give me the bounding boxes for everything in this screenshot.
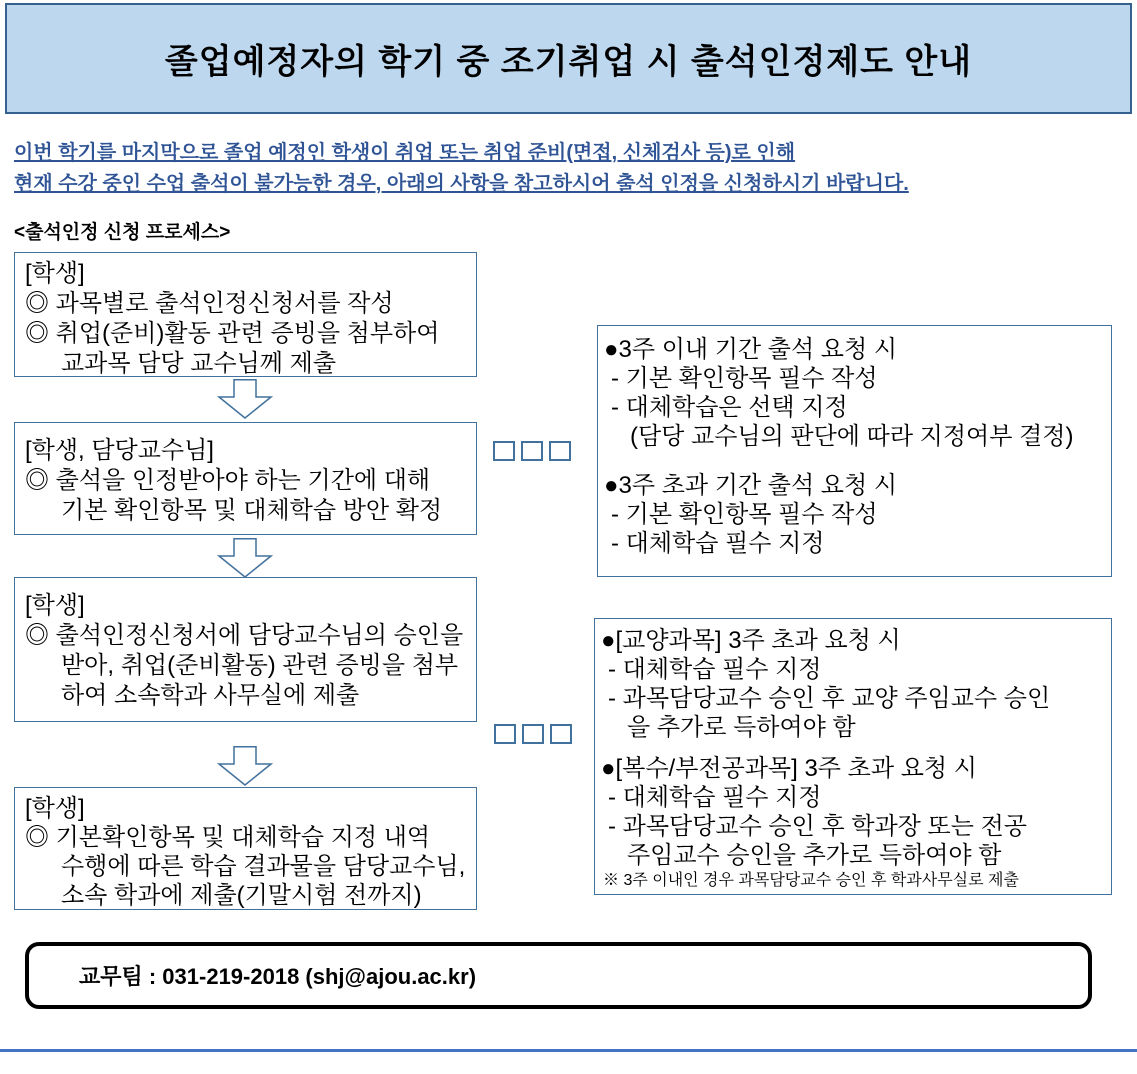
step-line: ◎ 출석인정신청서에 담당교수님의 승인을: [25, 622, 464, 649]
square-icon: [550, 724, 572, 744]
step-line: ◎ 기본확인항목 및 대체학습 지정 내역: [25, 824, 431, 851]
step-line: 하여 소속학과 사무실에 제출: [61, 682, 360, 709]
step-line: 받아, 취업(준비활동) 관련 증빙을 첨부: [61, 652, 459, 679]
bottom-rule: [0, 1049, 1137, 1052]
page-title: 졸업예정자의 학기 중 조기취업 시 출석인정제도 안내: [164, 43, 973, 81]
connector-squares: [493, 441, 577, 461]
step-actor: [학생, 담당교수님]: [25, 437, 214, 464]
contact-box: [25, 942, 1092, 1009]
note-item: 을 추가로 득하여야 함: [627, 714, 856, 741]
side-note-box-1: [597, 325, 1112, 577]
step-line: 교과목 담당 교수님께 제출: [61, 350, 337, 377]
flow-step-4-box: [14, 787, 477, 910]
flow-step-2-box: [14, 422, 477, 535]
step-line: 수행에 따른 학습 결과물을 담당교수님,: [61, 853, 466, 880]
flow-step-3-box: [14, 577, 477, 722]
down-arrow-icon: [217, 379, 273, 419]
note-item: 주임교수 승인을 추가로 득하여야 함: [627, 842, 1002, 869]
step-line: ◎ 과목별로 출석인정신청서를 작성: [25, 290, 394, 317]
step-line: ◎ 출석을 인정받아야 하는 기간에 대해: [25, 467, 431, 494]
intro-line-2: 현재 수강 중인 수업 출석이 불가능한 경우, 아래의 사항을 참고하시어 출석 인정을 신청하시기 바랍니다.: [14, 173, 909, 195]
step-line: 소속 학과에 제출(기말시험 전까지): [61, 882, 422, 909]
note-item: - 대체학습 필수 지정: [611, 530, 825, 557]
square-icon: [549, 441, 571, 461]
square-icon: [494, 724, 516, 744]
note-item: - 과목담당교수 승인 후 학과장 또는 전공: [608, 813, 1027, 840]
step-actor: [학생]: [25, 260, 85, 287]
title-banner: [5, 3, 1132, 114]
down-arrow-icon: [217, 538, 273, 578]
note-item: - 과목담당교수 승인 후 교양 주임교수 승인: [608, 685, 1051, 712]
note-heading: ●[복수/부전공과목] 3주 초과 요청 시: [601, 755, 977, 782]
intro-paragraph: [14, 138, 1114, 200]
side-note-box-2: [594, 618, 1112, 895]
note-item: - 기본 확인항목 필수 작성: [611, 365, 878, 392]
note-item: - 대체학습은 선택 지정: [611, 394, 848, 421]
square-icon: [493, 441, 515, 461]
note-item: - 기본 확인항목 필수 작성: [611, 501, 878, 528]
connector-squares: [494, 724, 578, 744]
note-heading: ●3주 초과 기간 출석 요청 시: [604, 472, 898, 499]
note-footnote: ※ 3주 이내인 경우 과목담당교수 승인 후 학과사무실로 제출: [603, 872, 1019, 889]
square-icon: [522, 724, 544, 744]
step-actor: [학생]: [25, 592, 85, 619]
flow-step-1-box: [14, 252, 477, 377]
step-line: 기본 확인항목 및 대체학습 방안 확정: [61, 497, 443, 524]
note-item: - 대체학습 필수 지정: [608, 656, 822, 683]
down-arrow-icon: [217, 746, 273, 786]
step-line: ◎ 취업(준비)활동 관련 증빙을 첨부하여: [25, 320, 440, 347]
intro-line-1: 이번 학기를 마지막으로 졸업 예정인 학생이 취업 또는 취업 준비(면접, 신체검사 등)로 인해: [14, 142, 796, 164]
step-actor: [학생]: [25, 795, 85, 822]
contact-text: 교무팀 : 031-219-2018 (shj@ajou.ac.kr): [79, 964, 477, 989]
note-heading: ●[교양과목] 3주 초과 요청 시: [601, 627, 901, 654]
note-item: (담당 교수님의 판단에 따라 지정여부 결정): [630, 423, 1074, 450]
process-heading: <출석인정 신청 프로세스>: [14, 222, 231, 243]
note-heading: ●3주 이내 기간 출석 요청 시: [604, 336, 898, 363]
square-icon: [521, 441, 543, 461]
note-item: - 대체학습 필수 지정: [608, 784, 822, 811]
